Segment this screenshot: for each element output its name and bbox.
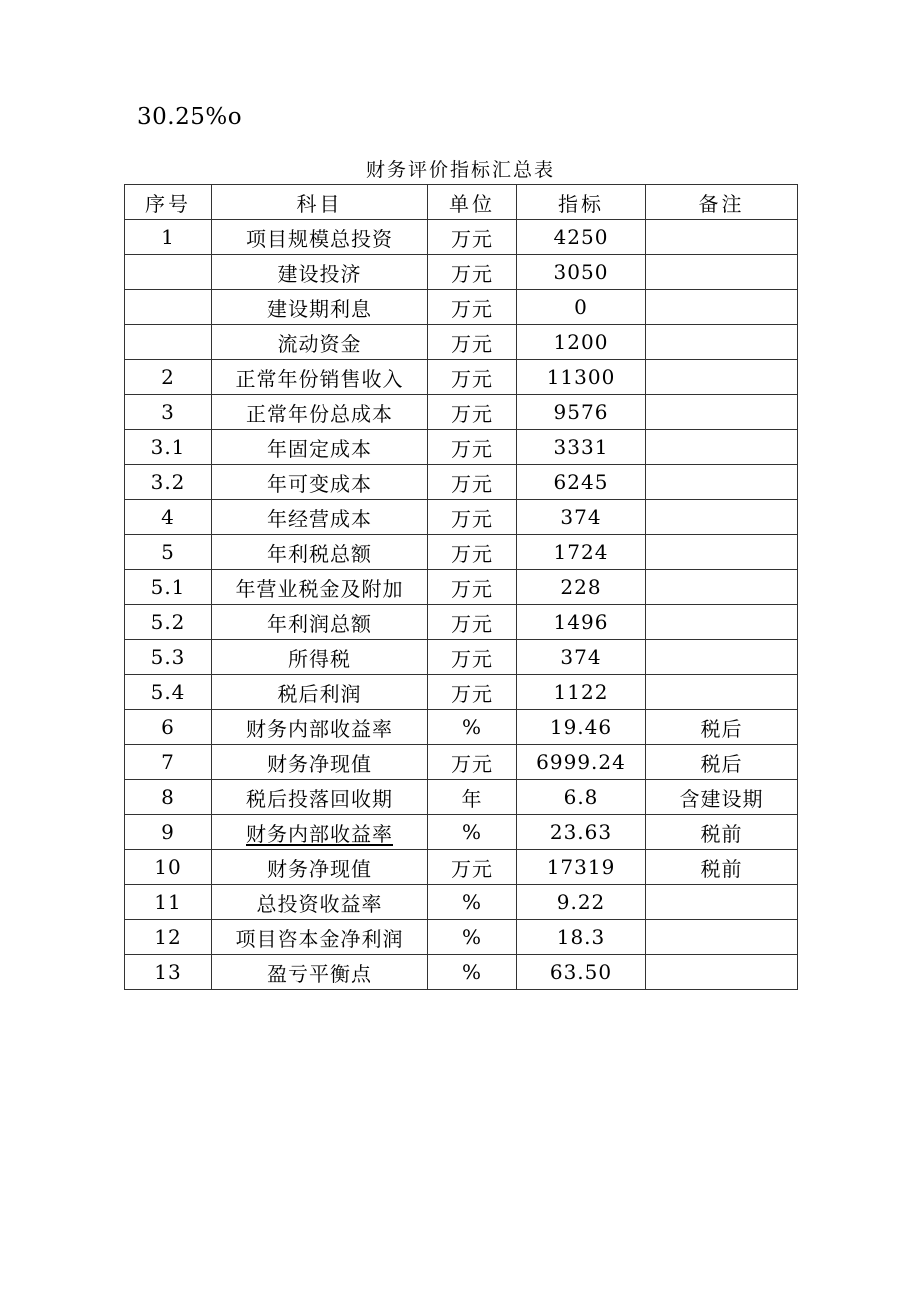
row-value-cell: 1200 [517,325,646,360]
table-row [125,220,798,255]
row-unit-cell: 万元 [428,640,517,675]
row-note-cell [646,605,798,640]
row-value-cell: 0 [517,290,646,325]
table-row [125,885,798,920]
row-number-cell: 3.1 [125,430,212,465]
row-note-cell: 税后 [646,710,798,745]
row-number-cell: 6 [125,710,212,745]
row-value-cell: 9576 [517,395,646,430]
row-number-cell: 4 [125,500,212,535]
table-row [125,255,798,290]
row-value-cell: 11300 [517,360,646,395]
row-unit-cell: 万元 [428,850,517,885]
row-unit-cell: 万元 [428,535,517,570]
row-number-cell: 5.4 [125,675,212,710]
row-subject-cell: 项目咨本金净利润 [212,920,428,955]
row-subject-cell: 建设期利息 [212,290,428,325]
row-number-cell: 12 [125,920,212,955]
row-subject-cell: 年营业税金及附加 [212,570,428,605]
row-value-cell: 1122 [517,675,646,710]
table-row [125,395,798,430]
row-number-cell [125,290,212,325]
table-row [125,290,798,325]
row-value-cell: 1724 [517,535,646,570]
row-subject-cell: 流动资金 [212,325,428,360]
table-row [125,815,798,850]
row-note-cell [646,570,798,605]
row-note-cell [646,465,798,500]
row-note-cell [646,255,798,290]
row-note-cell [646,290,798,325]
table-header-row [125,185,798,220]
table-row [125,710,798,745]
header-value: 指标 [517,185,646,220]
row-number-cell: 3.2 [125,465,212,500]
row-value-cell: 6999.24 [517,745,646,780]
row-value-cell: 374 [517,640,646,675]
row-unit-cell: 万元 [428,360,517,395]
table-row [125,430,798,465]
row-note-cell [646,535,798,570]
table-row [125,605,798,640]
row-subject-cell: 正常年份销售收入 [212,360,428,395]
row-number-cell: 13 [125,955,212,990]
header-unit: 单位 [428,185,517,220]
row-unit-cell: 万元 [428,745,517,780]
table-title: 财务评价指标汇总表 [365,159,555,181]
row-number-cell: 7 [125,745,212,780]
table-row [125,535,798,570]
row-subject-cell: 税后利润 [212,675,428,710]
table-row [125,850,798,885]
row-subject-cell: 项目规模总投资 [212,220,428,255]
row-number-cell: 5.1 [125,570,212,605]
header-no: 序号 [125,185,212,220]
row-number-cell: 3 [125,395,212,430]
row-value-cell: 6.8 [517,780,646,815]
row-number-cell: 9 [125,815,212,850]
row-note-cell [646,395,798,430]
row-unit-cell: % [428,920,517,955]
row-value-cell: 9.22 [517,885,646,920]
row-note-cell [646,885,798,920]
row-unit-cell: 万元 [428,675,517,710]
lead-text: 30.25%o [137,104,243,130]
row-note-cell [646,955,798,990]
table-row [125,920,798,955]
row-unit-cell: 万元 [428,605,517,640]
row-value-cell: 6245 [517,465,646,500]
row-subject-cell: 年利润总额 [212,605,428,640]
row-subject-cell: 财务净现值 [212,850,428,885]
table-row [125,675,798,710]
table-row [125,640,798,675]
row-value-cell: 228 [517,570,646,605]
row-note-cell: 税前 [646,850,798,885]
financial-indicator-table [124,184,798,990]
header-subject: 科目 [212,185,428,220]
row-unit-cell: 万元 [428,290,517,325]
row-subject-cell: 年利税总额 [212,535,428,570]
row-note-cell [646,220,798,255]
row-note-cell: 税后 [646,745,798,780]
row-unit-cell: 万元 [428,570,517,605]
row-number-cell [125,325,212,360]
row-subject-cell: 正常年份总成本 [212,395,428,430]
row-subject-cell: 盈亏平衡点 [212,955,428,990]
row-value-cell: 17319 [517,850,646,885]
row-value-cell: 3331 [517,430,646,465]
row-note-cell [646,325,798,360]
row-number-cell: 2 [125,360,212,395]
row-subject-cell: 税后投落回收期 [212,780,428,815]
row-unit-cell: 万元 [428,220,517,255]
row-subject-cell: 总投资收益率 [212,885,428,920]
row-note-cell [646,675,798,710]
row-note-cell [646,920,798,955]
row-subject-cell: 所得税 [212,640,428,675]
row-unit-cell: % [428,885,517,920]
row-unit-cell: 万元 [428,465,517,500]
row-number-cell [125,255,212,290]
row-subject-cell: 年经营成本 [212,500,428,535]
table-row [125,465,798,500]
row-unit-cell: 年 [428,780,517,815]
row-subject-cell: 财务净现值 [212,745,428,780]
row-subject-cell: 财务内部收益率 [212,815,428,850]
row-number-cell: 10 [125,850,212,885]
row-note-cell [646,430,798,465]
row-value-cell: 18.3 [517,920,646,955]
row-unit-cell: % [428,955,517,990]
table-row [125,360,798,395]
row-value-cell: 374 [517,500,646,535]
row-value-cell: 23.63 [517,815,646,850]
row-subject-cell: 年固定成本 [212,430,428,465]
row-number-cell: 5.2 [125,605,212,640]
row-number-cell: 11 [125,885,212,920]
table-row [125,500,798,535]
row-subject-cell: 财务内部收益率 [212,710,428,745]
table-row [125,745,798,780]
row-number-cell: 1 [125,220,212,255]
row-subject-cell: 年可变成本 [212,465,428,500]
table-row [125,570,798,605]
row-note-cell: 含建设期 [646,780,798,815]
row-unit-cell: 万元 [428,500,517,535]
row-unit-cell: % [428,815,517,850]
row-number-cell: 5.3 [125,640,212,675]
row-note-cell [646,360,798,395]
row-unit-cell: 万元 [428,325,517,360]
row-value-cell: 1496 [517,605,646,640]
row-note-cell [646,500,798,535]
row-unit-cell: % [428,710,517,745]
row-number-cell: 5 [125,535,212,570]
table-row [125,955,798,990]
row-value-cell: 19.46 [517,710,646,745]
row-subject-cell: 建设投济 [212,255,428,290]
row-unit-cell: 万元 [428,395,517,430]
row-note-cell: 税前 [646,815,798,850]
table-row [125,325,798,360]
table-row [125,780,798,815]
row-value-cell: 3050 [517,255,646,290]
row-unit-cell: 万元 [428,430,517,465]
row-value-cell: 63.50 [517,955,646,990]
row-value-cell: 4250 [517,220,646,255]
row-number-cell: 8 [125,780,212,815]
row-unit-cell: 万元 [428,255,517,290]
row-note-cell [646,640,798,675]
header-note: 备注 [646,185,798,220]
